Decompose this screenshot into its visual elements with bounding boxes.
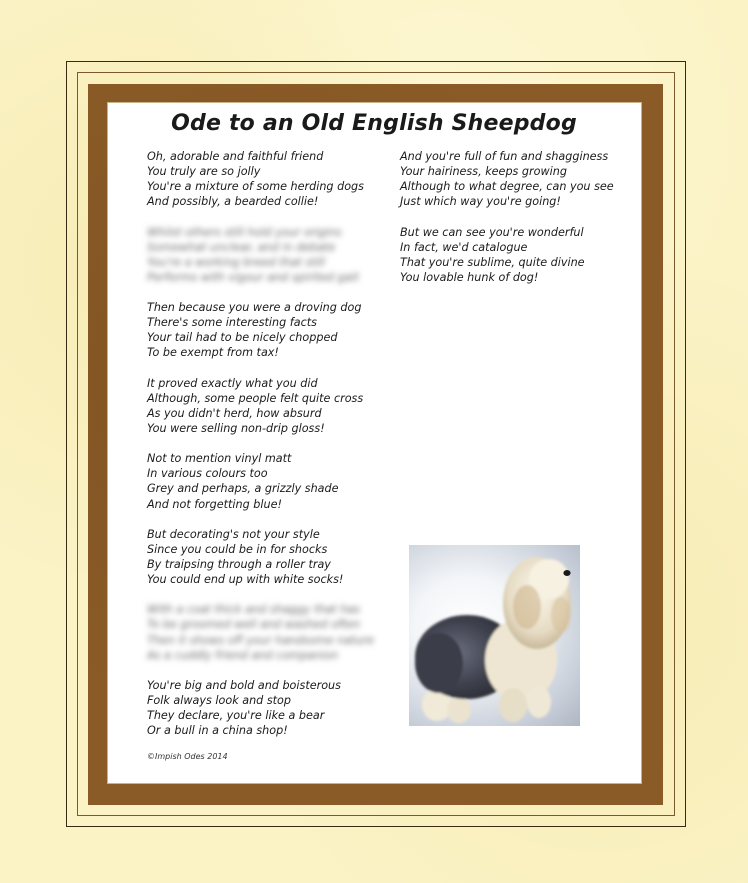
poem-line: By traipsing through a roller tray — [147, 558, 331, 571]
poem-line: And you're full of fun and shagginess — [400, 150, 609, 163]
poem-line: As a cuddly friend and companion — [147, 648, 339, 662]
poem-line: Performs with vigour and spirited gait — [147, 270, 359, 284]
poem-line: They declare, you're like a bear — [147, 709, 325, 723]
poem-line: Somewhat unclear, and in debate — [147, 240, 336, 254]
poem-left-column — [147, 149, 382, 754]
poem-stanza — [147, 376, 382, 436]
poem-line: Then because you were a droving dog — [147, 301, 362, 315]
poem-line: In fact, we'd catalogue — [400, 240, 528, 254]
poem-line: Although to what degree, can you see — [400, 180, 614, 194]
poem-line: But we can see you're wonderful — [400, 225, 584, 239]
poem-line: As you didn't herd, how absurd — [147, 406, 322, 420]
poem-line: It proved exactly what you did — [147, 376, 318, 390]
poem-stanza — [147, 300, 382, 360]
copyright-notice: ©Impish Odes 2014 — [147, 752, 228, 761]
obscured-stanza — [147, 225, 382, 285]
sheepdog-illustration — [409, 545, 580, 726]
poem-title: Ode to an Old English Sheepdog — [171, 111, 577, 136]
poem-line: Not to mention vinyl matt — [147, 452, 292, 466]
poem-line: Although, some people felt quite cross — [147, 391, 364, 405]
poem-line: You were selling non-drip gloss! — [147, 421, 325, 435]
poem-line: Whilst others still hold your origins — [147, 225, 342, 239]
poem-line: There's some interesting facts — [147, 316, 317, 330]
poem-line: You're a mixture of some herding dogs — [147, 180, 364, 194]
poem-line: To be exempt from tax! — [147, 346, 279, 360]
poem-stanza — [147, 527, 382, 587]
poem-line: Your hairiness, keeps growing — [400, 165, 567, 179]
poem-line: Then it shows off your handsome nature — [147, 633, 375, 647]
poem-line: You truly are so jolly — [147, 165, 261, 179]
sheepdog-photo — [409, 545, 580, 726]
obscured-stanza — [147, 602, 382, 662]
poem-right-column — [400, 149, 630, 300]
poem-line: Or a bull in a china shop! — [147, 724, 288, 738]
poem-line: And not forgetting blue! — [147, 497, 282, 511]
poem-line: Folk always look and stop — [147, 694, 291, 708]
poem-stanza — [147, 149, 382, 209]
poem-line: And possibly, a bearded collie! — [147, 195, 319, 209]
poem-line: Since you could be in for shocks — [147, 542, 328, 556]
poem-line: Grey and perhaps, a grizzly shade — [147, 482, 339, 496]
poem-line: You're a working breed that still — [147, 255, 325, 269]
poem-line: In various colours too — [147, 467, 268, 481]
poem-stanza — [147, 678, 382, 738]
poem-line: You're big and bold and boisterous — [147, 678, 341, 692]
poem-line: With a coat thick and shaggy that has — [147, 603, 360, 617]
poem-line: Just which way you're going! — [400, 195, 561, 209]
poem-stanza — [147, 451, 382, 511]
poem-stanza — [400, 149, 630, 209]
poem-line: But decorating's not your style — [147, 527, 320, 541]
poem-line: You could end up with white socks! — [147, 573, 344, 587]
poem-line: To be groomed well and washed often — [147, 618, 361, 632]
poem-line: Oh, adorable and faithful friend — [147, 150, 324, 163]
poem-stanza — [400, 225, 630, 285]
poem-line: Your tail had to be nicely chopped — [147, 331, 338, 345]
poem-line: You lovable hunk of dog! — [400, 270, 539, 284]
poem-line: That you're sublime, quite divine — [400, 255, 585, 269]
